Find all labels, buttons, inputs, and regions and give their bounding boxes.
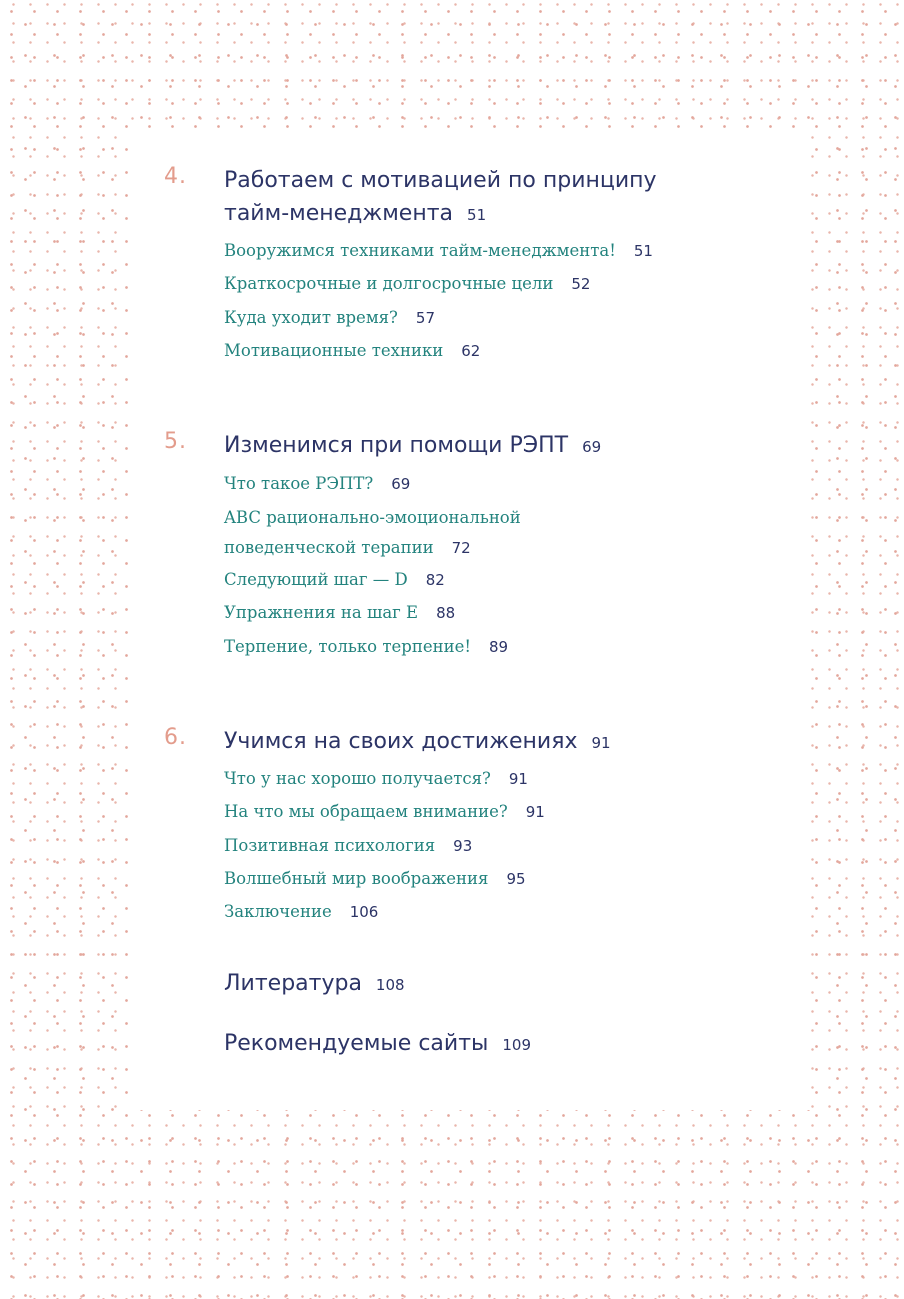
page-number: 91 (591, 734, 611, 752)
page-number: 91 (508, 770, 528, 788)
section-link[interactable]: Следующий шаг — D 82 (224, 570, 445, 589)
page-number: 93 (453, 837, 473, 855)
toc-entry-literature[interactable]: Литература 108 (224, 971, 405, 996)
section-link[interactable]: Позитивная психология 93 (224, 836, 473, 855)
page-number: 51 (633, 242, 653, 260)
page-number: 57 (415, 309, 435, 327)
page-number: 106 (349, 903, 379, 921)
section-link[interactable]: Вооружимся техниками тайм-менеджмента! 51 (224, 241, 653, 260)
chapter-number: 6. (164, 725, 187, 750)
section-link[interactable]: Что такое РЭПТ? 69 (224, 474, 411, 493)
page-number: 69 (582, 438, 602, 456)
page-number: 51 (467, 206, 487, 224)
chapter-title[interactable]: Учимся на своих достижениях 91 (224, 729, 611, 754)
section-link[interactable]: Куда уходит время? 57 (224, 308, 435, 327)
section-link[interactable]: Терпение, только терпение! 89 (224, 637, 509, 656)
page-number: 69 (391, 475, 411, 493)
page-number: 89 (488, 638, 509, 656)
page-number: 109 (502, 1036, 532, 1054)
chapter-title[interactable]: Изменимся при помощи РЭПТ 69 (224, 433, 602, 458)
page-number: 88 (436, 604, 456, 622)
toc-entry-websites[interactable]: Рекомендуемые сайты 109 (224, 1031, 532, 1056)
section-link[interactable]: На что мы обращаем внимание? 91 (224, 802, 545, 821)
section-link[interactable]: Мотивационные техники 62 (224, 341, 481, 360)
toc-panel (130, 128, 810, 1110)
page-number: 62 (461, 342, 481, 360)
page-number: 95 (506, 870, 526, 888)
section-link[interactable]: ABC рационально-эмоциональной поведенческой терапии 72 (224, 508, 521, 557)
page-number: 82 (425, 571, 445, 589)
section-link[interactable]: Волшебный мир воображения 95 (224, 869, 526, 888)
page-number: 108 (375, 976, 405, 994)
page-number: 52 (571, 275, 591, 293)
chapter-number: 4. (164, 164, 187, 189)
chapter-number: 5. (164, 429, 187, 454)
page-number: 72 (451, 539, 471, 557)
section-link[interactable]: Упражнения на шаг E 88 (224, 603, 456, 622)
section-link[interactable]: Краткосрочные и долгосрочные цели 52 (224, 274, 591, 293)
section-link[interactable]: Что у нас хорошо получается? 91 (224, 769, 528, 788)
chapter-title[interactable]: Работаем с мотивацией по принципу тайм-менеджмента 51 (224, 168, 657, 226)
page-number: 91 (525, 803, 545, 821)
section-link[interactable]: Заключение 106 (224, 902, 379, 921)
